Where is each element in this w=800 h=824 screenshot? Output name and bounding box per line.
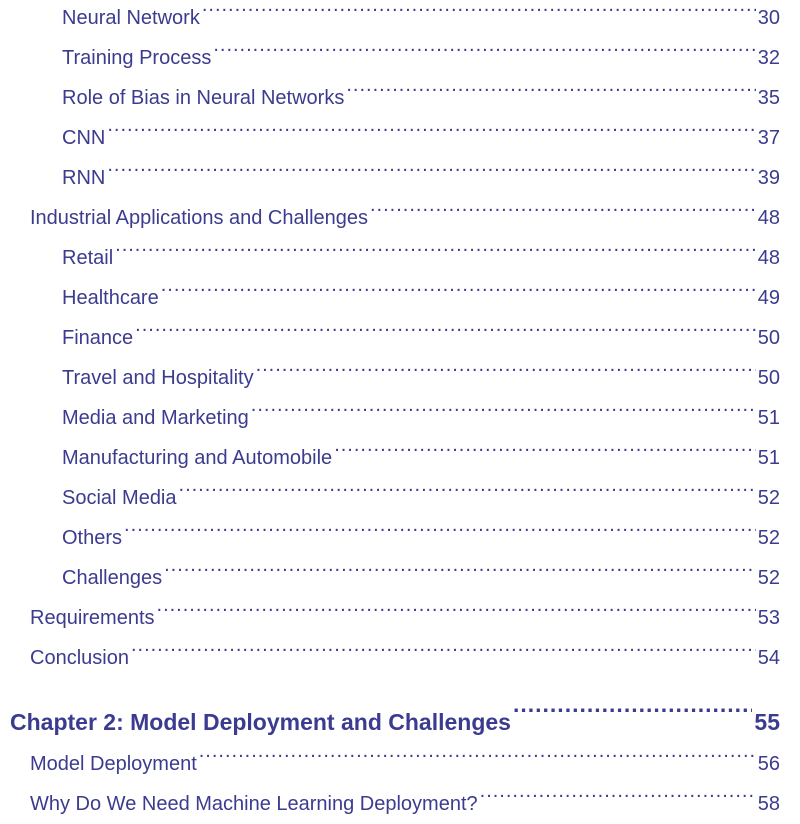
- toc-entry[interactable]: [0, 224, 800, 269]
- toc-entry-page: 49: [757, 287, 780, 309]
- dot-leader: [213, 24, 755, 64]
- dot-leader: [107, 104, 755, 144]
- toc-entry[interactable]: [0, 144, 800, 189]
- toc-entry-title: Media and Marketing: [62, 407, 249, 429]
- dot-leader: [480, 770, 756, 810]
- toc-entry-title: Why Do We Need Machine Learning Deployment?: [30, 793, 478, 815]
- toc-entry-title: Chapter 2: Model Deployment and Challenges: [10, 709, 511, 735]
- toc-entry-page: 35: [757, 87, 780, 109]
- toc-entry-title: CNN: [62, 127, 106, 149]
- dot-leader: [124, 504, 756, 544]
- toc-entry[interactable]: [0, 104, 800, 149]
- toc-chapter-heading[interactable]: [0, 674, 800, 735]
- toc-entry-title: Finance: [62, 327, 134, 349]
- toc-entry-page: 56: [757, 753, 780, 775]
- toc-entry-page: 51: [757, 407, 780, 429]
- toc-entry-title: Challenges: [62, 567, 163, 589]
- toc-entry-page: 58: [757, 793, 780, 815]
- toc-entry-title: Social Media: [62, 487, 177, 509]
- dot-leader: [179, 464, 756, 504]
- toc-entry[interactable]: [0, 184, 800, 229]
- toc-entry-page: 39: [757, 167, 780, 189]
- toc-entry-title: Retail: [62, 247, 114, 269]
- toc-entry-page: 55: [754, 709, 780, 735]
- toc-entry-title: Model Deployment: [30, 753, 197, 775]
- toc-entry-page: 37: [757, 127, 780, 149]
- toc-entry-title: Training Process: [62, 47, 212, 69]
- toc-entry-title: Role of Bias in Neural Networks: [62, 87, 345, 109]
- toc-entry-page: 48: [757, 207, 780, 229]
- toc-entry-page: 52: [757, 487, 780, 509]
- toc-entry[interactable]: [0, 0, 800, 29]
- dot-leader: [346, 64, 755, 104]
- dot-leader: [107, 144, 755, 184]
- toc-entry-page: 52: [757, 567, 780, 589]
- toc-entry-title: Travel and Hospitality: [62, 367, 254, 389]
- dot-leader: [164, 544, 756, 584]
- toc-entry-page: 32: [757, 47, 780, 69]
- toc-entry-title: Neural Network: [62, 7, 200, 29]
- dot-leader: [256, 344, 756, 384]
- toc-entry-page: 48: [757, 247, 780, 269]
- toc-entry-title: RNN: [62, 167, 106, 189]
- toc-entry-title: Healthcare: [62, 287, 159, 309]
- dot-leader: [131, 624, 756, 664]
- dot-leader: [135, 304, 756, 344]
- toc-entry-page: 53: [757, 607, 780, 629]
- toc-entry-page: 54: [757, 647, 780, 669]
- dot-leader: [161, 264, 756, 304]
- toc-entry-title: Industrial Applications and Challenges: [30, 207, 368, 229]
- toc-entry-title: Manufacturing and Automobile: [62, 447, 333, 469]
- dot-leader: [370, 184, 756, 224]
- dot-leader: [157, 584, 756, 624]
- toc-entry[interactable]: [0, 264, 800, 309]
- toc-entry-page: 50: [757, 367, 780, 389]
- toc-entry-page: 51: [757, 447, 780, 469]
- dot-leader: [334, 424, 756, 464]
- dot-leader: [199, 730, 756, 770]
- dot-leader: [251, 384, 756, 424]
- toc-entry-page: 30: [757, 7, 780, 29]
- toc-entry-title: Requirements: [30, 607, 155, 629]
- toc-entry-title: Conclusion: [30, 647, 129, 669]
- dot-leader: [513, 674, 752, 730]
- dot-leader: [202, 0, 756, 24]
- toc-entry-page: 52: [757, 527, 780, 549]
- dot-leader: [115, 224, 756, 264]
- toc-entry-title: Others: [62, 527, 123, 549]
- toc-entry-page: 50: [757, 327, 780, 349]
